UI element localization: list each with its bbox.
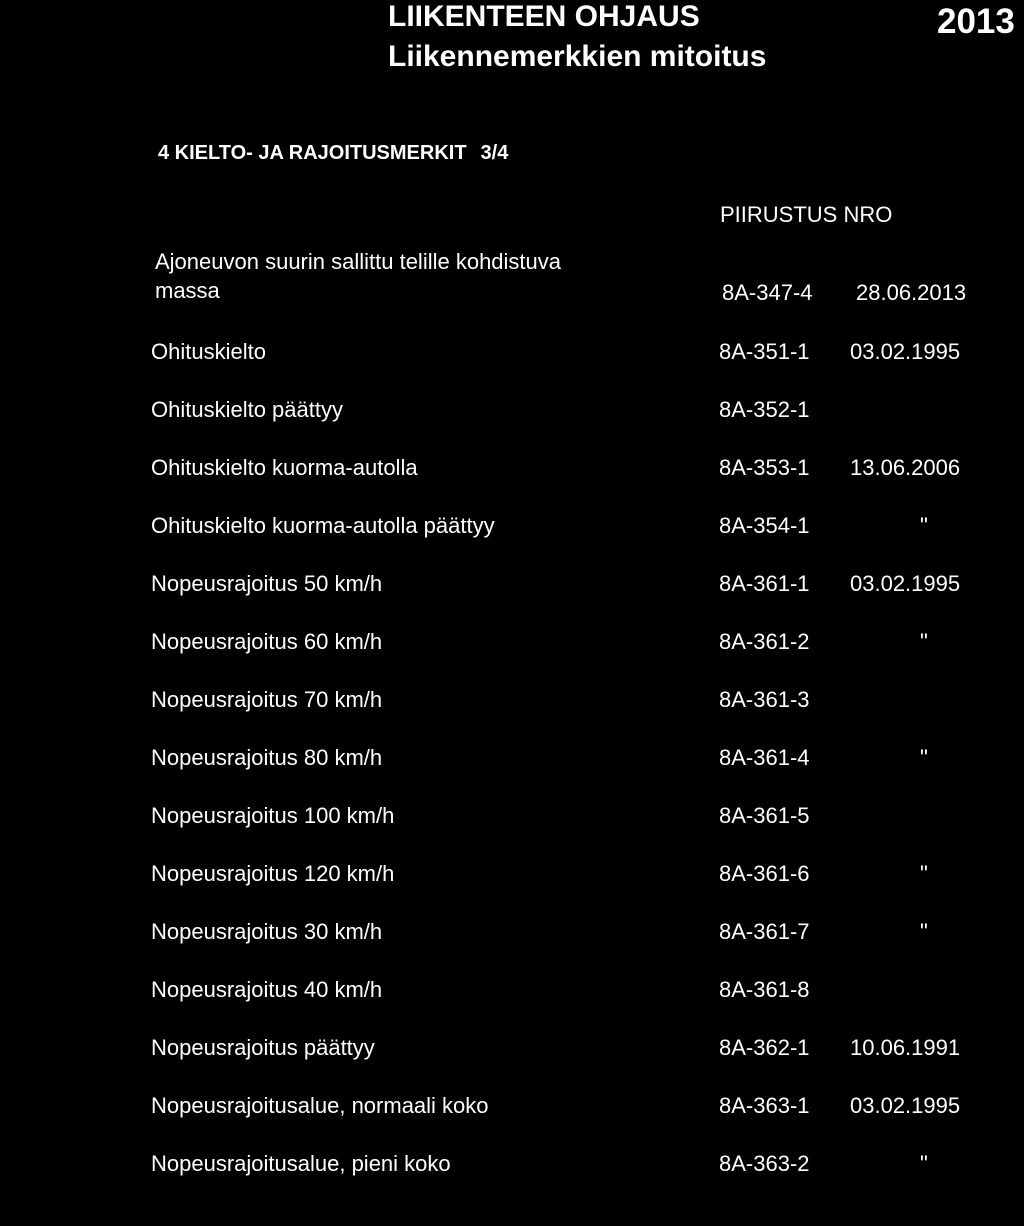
table-row [0, 918, 1024, 948]
table-row [0, 860, 1024, 890]
entry-name: Nopeusrajoitusalue, pieni koko [151, 1151, 451, 1176]
entry-code: 8A-363-2 [719, 1151, 810, 1176]
table-row [0, 396, 1024, 426]
entry-code: 8A-354-1 [719, 513, 810, 538]
entry-name: Ohituskielto [151, 339, 266, 364]
entry-code: 8A-361-4 [719, 745, 810, 770]
table-row [0, 802, 1024, 832]
entry-row-first [0, 279, 1024, 309]
table-row [0, 744, 1024, 774]
entry-date: " [920, 1151, 928, 1176]
entry-name: Nopeusrajoitus 60 km/h [151, 629, 383, 654]
entry-name: Nopeusrajoitus 50 km/h [151, 571, 383, 596]
table-row [0, 338, 1024, 368]
entry-code: 8A-347-4 [722, 280, 813, 305]
entry-name: Nopeusrajoitus 70 km/h [151, 687, 383, 712]
header-title: LIIKENTEEN OHJAUS [388, 0, 700, 33]
entry-name: Nopeusrajoitus päättyy [151, 1035, 375, 1060]
entry-name: Nopeusrajoitus 120 km/h [151, 861, 395, 886]
column-header-drawing-number: PIIRUSTUS NRO [720, 202, 893, 227]
entry-name: Ohituskielto päättyy [151, 397, 343, 422]
entry-name-line2: massa [155, 278, 220, 303]
section-heading [158, 140, 508, 166]
entry-code: 8A-361-7 [719, 919, 810, 944]
entry-date: 03.02.1995 [850, 1093, 961, 1118]
table-row [0, 1034, 1024, 1064]
entry-code: 8A-351-1 [719, 339, 810, 364]
entry-date: " [920, 745, 928, 770]
entry-code: 8A-361-6 [719, 861, 810, 886]
table-row [0, 454, 1024, 484]
entry-code: 8A-361-3 [719, 687, 810, 712]
entry-date: 10.06.1991 [850, 1035, 961, 1060]
entry-code: 8A-362-1 [719, 1035, 810, 1060]
table-row [0, 686, 1024, 716]
entry-code: 8A-361-1 [719, 571, 810, 596]
section-page: 3/4 [480, 142, 509, 164]
entry-date: " [920, 629, 928, 654]
entry-date: " [920, 513, 928, 538]
entry-date: 28.06.2013 [856, 280, 967, 305]
entry-name-line1: Ajoneuvon suurin sallittu telille kohdistuva [155, 249, 562, 274]
entry-name: Nopeusrajoitus 40 km/h [151, 977, 383, 1002]
entry-code: 8A-361-5 [719, 803, 810, 828]
table-row [0, 976, 1024, 1006]
table-row [0, 628, 1024, 658]
entry-date: " [920, 919, 928, 944]
entry-name: Nopeusrajoitus 80 km/h [151, 745, 383, 770]
entry-code: 8A-353-1 [719, 455, 810, 480]
entry-name: Nopeusrajoitusalue, normaali koko [151, 1093, 489, 1118]
entry-code: 8A-361-8 [719, 977, 810, 1002]
entry-name: Ohituskielto kuorma-autolla päättyy [151, 513, 495, 538]
header-subtitle: Liikennemerkkien mitoitus [388, 40, 767, 73]
entry-date: 13.06.2006 [850, 455, 961, 480]
entry-date: 03.02.1995 [850, 571, 961, 596]
table-row [0, 1150, 1024, 1180]
entry-code: 8A-352-1 [719, 397, 810, 422]
table-row [0, 512, 1024, 542]
table-row [0, 570, 1024, 600]
entry-name: Ohituskielto kuorma-autolla [151, 455, 418, 480]
entry-code: 8A-361-2 [719, 629, 810, 654]
table-row [0, 1092, 1024, 1122]
entry-date: " [920, 861, 928, 886]
entry-name: Nopeusrajoitus 100 km/h [151, 803, 395, 828]
entry-name: Nopeusrajoitus 30 km/h [151, 919, 383, 944]
entry-date: 03.02.1995 [850, 339, 961, 364]
header-year: 2013 [937, 2, 1015, 41]
section-title: 4 KIELTO- JA RAJOITUSMERKIT [158, 142, 467, 164]
entry-code: 8A-363-1 [719, 1093, 810, 1118]
